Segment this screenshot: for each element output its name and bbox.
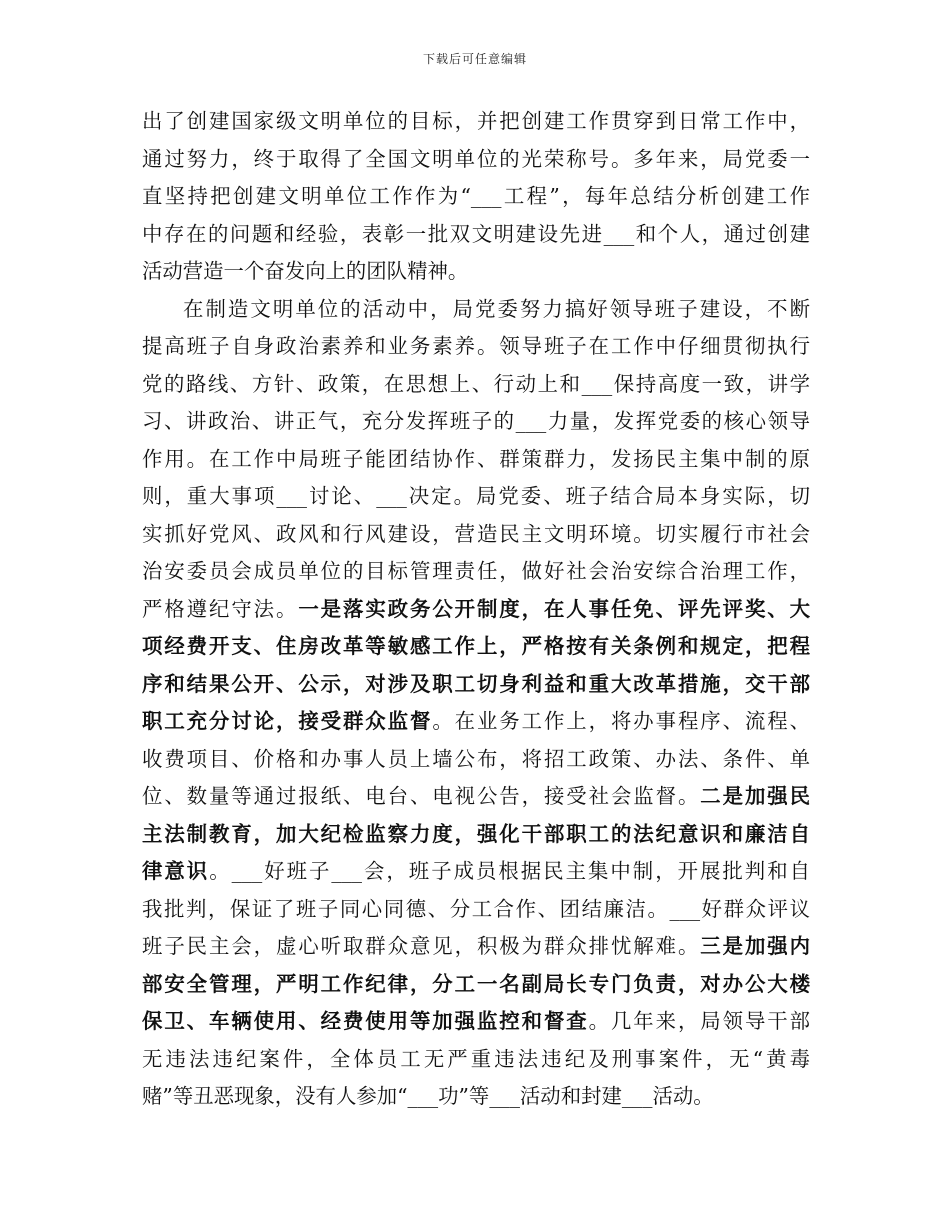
text-line bbox=[142, 666, 810, 704]
text-line bbox=[142, 891, 810, 929]
text-line bbox=[142, 478, 810, 516]
text-segment: 中存在的问题和经验，表彰一批双文明建设先进___和个人，通过创建 bbox=[142, 221, 810, 246]
text-line bbox=[142, 853, 810, 891]
text-segment: 通过努力，终于取得了全国文明单位的光荣称号。多年来，局党委一 bbox=[142, 146, 810, 171]
text-segment: 班子民主会，虚心听取群众意见，积极为群众排忧解难。 bbox=[142, 934, 701, 958]
bold-text-segment: 序和结果公开、公示，对涉及职工切身利益和重大改革措施，交干部 bbox=[142, 671, 810, 696]
text-line bbox=[142, 1078, 810, 1116]
text-line bbox=[142, 966, 810, 1004]
text-segment: 则，重大事项___讨论、___决定。局党委、班子结合局本身实际，切 bbox=[142, 484, 810, 508]
text-segment: 无违法违纪案件，全体员工无严重违法违纪及刑事案件，无“黄毒 bbox=[142, 1046, 810, 1071]
text-line bbox=[142, 366, 810, 404]
text-line bbox=[142, 291, 810, 329]
text-line bbox=[142, 703, 810, 741]
text-segment: 在制造文明单位的活动中，局党委努力搞好领导班子建设，不断 bbox=[183, 296, 810, 321]
text-segment: 提高班子自身政治素养和业务素养。领导班子在工作中仔细贯彻执行 bbox=[142, 334, 810, 358]
text-line bbox=[142, 778, 810, 816]
text-segment: 赌”等丑恶现象，没有人参加“___功”等___活动和封建___活动。 bbox=[142, 1084, 714, 1108]
text-line bbox=[142, 441, 810, 479]
text-segment: 治安委员会成员单位的目标管理责任，做好社会治安综合治理工作， bbox=[142, 559, 810, 583]
text-segment: 。___好班子___会，班子成员根据民主集中制，开展批判和自 bbox=[209, 859, 810, 883]
bold-text-segment: 律意识 bbox=[142, 859, 210, 883]
bold-text-segment: 项经费开支、住房改革等敏感工作上，严格按有关条例和规定，把程 bbox=[142, 634, 810, 658]
text-segment: 出了创建国家级文明单位的目标，并把创建工作贯穿到日常工作中， bbox=[142, 109, 810, 133]
page-header: 下载后可任意编辑 bbox=[422, 52, 527, 66]
text-line bbox=[142, 516, 810, 554]
text-line bbox=[142, 141, 810, 179]
text-segment: 实抓好党风、政风和行风建设，营造民主文明环境。切实履行市社会 bbox=[142, 521, 810, 546]
text-line bbox=[142, 591, 810, 629]
bold-text-segment: 一是落实政务公开制度，在人事任免、评先评奖、大 bbox=[298, 596, 811, 621]
body-text bbox=[142, 103, 810, 1116]
text-line bbox=[142, 816, 810, 854]
bold-text-segment: 主法制教育，加大纪检监察力度，强化干部职工的法纪意识和廉洁自 bbox=[142, 821, 810, 846]
text-line bbox=[142, 1003, 810, 1041]
text-segment: 直坚持把创建文明单位工作作为“___工程”，每年总结分析创建工作 bbox=[142, 184, 810, 208]
text-segment: 党的路线、方针、政策，在思想上、行动上和___保持高度一致，讲学 bbox=[142, 371, 810, 396]
bold-text-segment: 保卫、车辆使用、经费使用等加强监控和督查 bbox=[142, 1009, 589, 1033]
bold-text-segment: 三是加强内 bbox=[700, 934, 810, 958]
bold-text-segment: 职工充分讨论，接受群众监督 bbox=[142, 709, 433, 733]
text-line bbox=[142, 741, 810, 779]
text-segment: 我批判，保证了班子同心同德、分工合作、团结廉洁。___好群众评议 bbox=[142, 896, 810, 921]
text-segment: 习、讲政治、讲正气，充分发挥班子的___力量，发挥党委的核心领导 bbox=[142, 409, 810, 433]
text-line bbox=[142, 103, 810, 141]
text-segment: 收费项目、价格和办事人员上墙公布，将招工政策、办法、条件、单 bbox=[142, 746, 810, 771]
text-segment: 严格遵纪守法。 bbox=[142, 596, 299, 621]
text-segment: 。几年来，局领导干部 bbox=[588, 1009, 810, 1033]
text-line bbox=[142, 178, 810, 216]
text-segment: 。在业务工作上，将办事程序、流程、 bbox=[432, 709, 811, 733]
text-segment: 作用。在工作中局班子能团结协作、群策群力，发扬民主集中制的原 bbox=[142, 446, 810, 471]
text-segment: 活动营造一个奋发向上的团队精神。 bbox=[142, 259, 469, 283]
text-line bbox=[142, 216, 810, 254]
bold-text-segment: 部安全管理，严明工作纪律，分工一名副局长专门负责，对办公大楼 bbox=[142, 971, 810, 996]
bold-text-segment: 二是加强民 bbox=[700, 784, 810, 808]
text-line bbox=[142, 253, 810, 291]
text-line bbox=[142, 403, 810, 441]
text-line bbox=[142, 553, 810, 591]
text-line bbox=[142, 628, 810, 666]
text-line bbox=[142, 1041, 810, 1079]
text-line bbox=[142, 928, 810, 966]
text-segment: 位、数量等通过报纸、电台、电视公告，接受社会监督。 bbox=[142, 784, 701, 808]
text-line bbox=[142, 328, 810, 366]
